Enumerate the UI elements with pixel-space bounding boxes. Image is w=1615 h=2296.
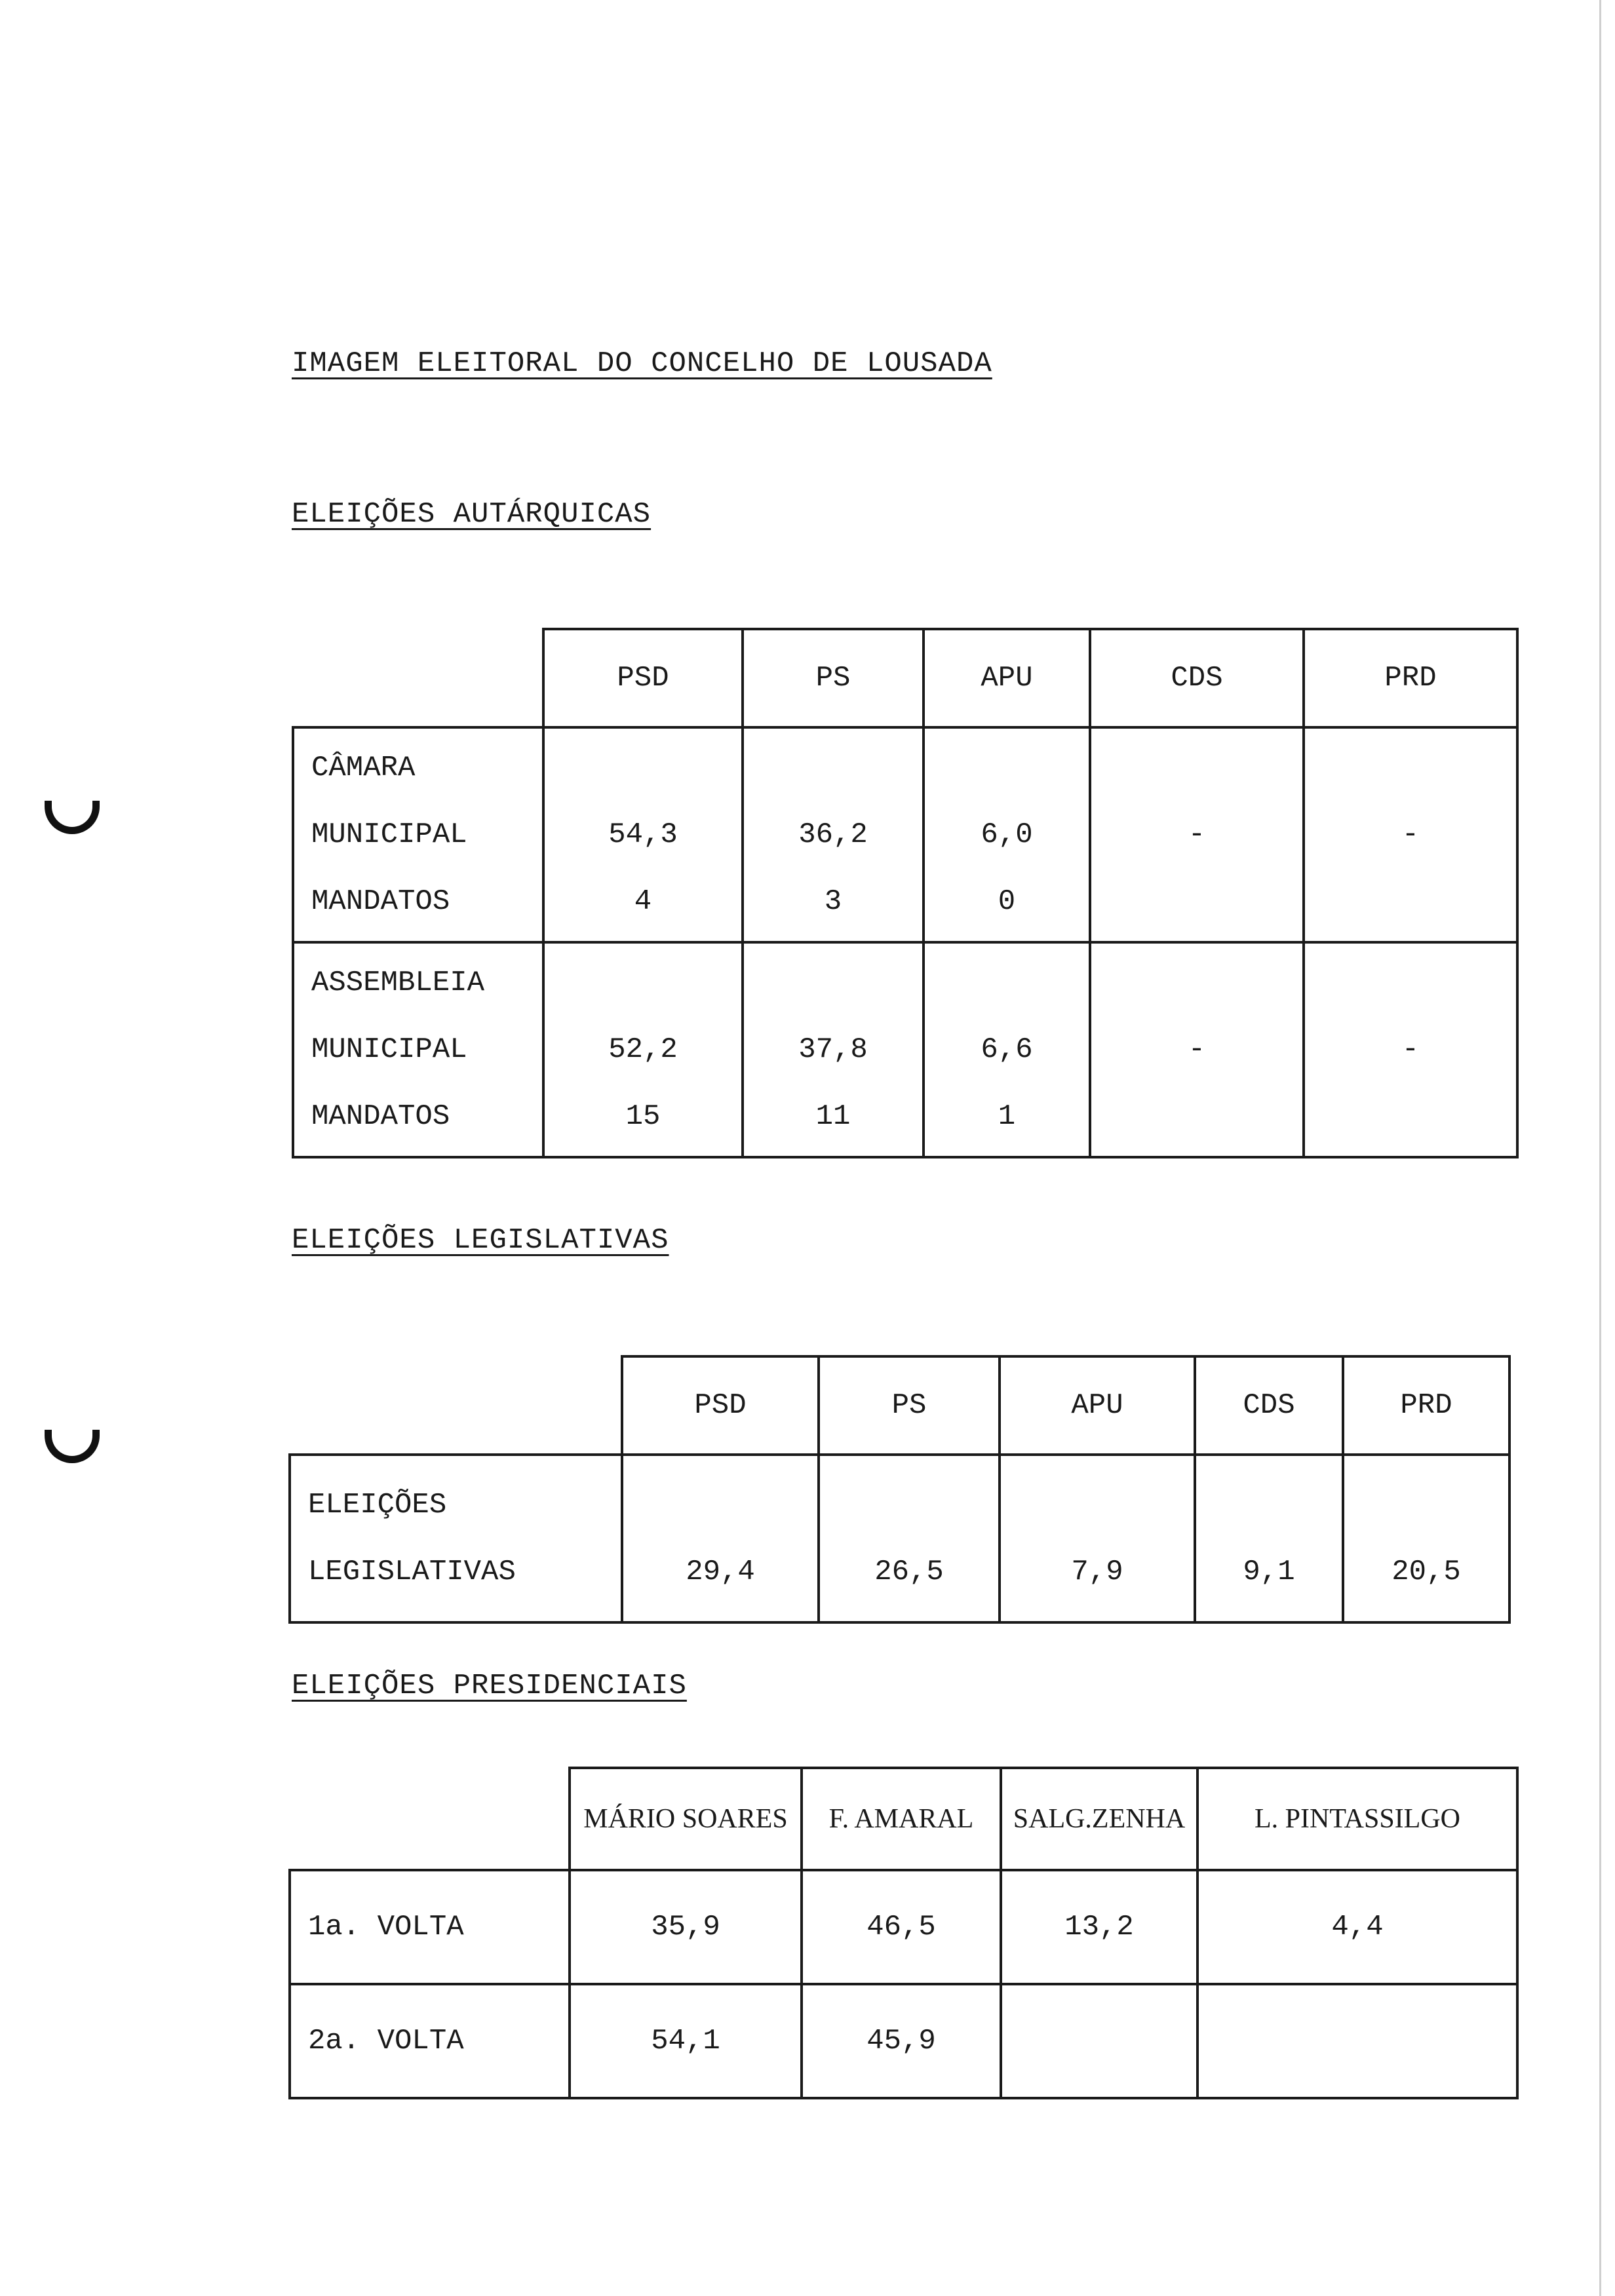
- table-cell: 6,6 1: [924, 942, 1090, 1157]
- table-row: [290, 1984, 1517, 2098]
- row-label: ELEIÇÕES LEGISLATIVAS: [290, 1455, 622, 1622]
- column-header: PRD: [1343, 1356, 1509, 1455]
- column-header: PS: [743, 629, 924, 727]
- column-header: MÁRIO SOARES: [570, 1768, 802, 1870]
- column-header: L. PINTASSILGO: [1197, 1768, 1517, 1870]
- table-cell: 9,1: [1195, 1455, 1343, 1622]
- row-label: 2a. VOLTA: [290, 1984, 570, 2098]
- table-cell: -: [1090, 942, 1304, 1157]
- table-corner: [290, 1356, 622, 1455]
- table-cell: 37,8 11: [743, 942, 924, 1157]
- table-cell: -: [1304, 942, 1517, 1157]
- column-header: F. AMARAL: [802, 1768, 1001, 1870]
- row-label: 1a. VOLTA: [290, 1870, 570, 1984]
- autarquicas-table: [292, 628, 1519, 1158]
- table-row: [290, 1870, 1517, 1984]
- table-cell: 35,9: [570, 1870, 802, 1984]
- legislativas-heading: ELEIÇÕES LEGISLATIVAS: [292, 1224, 669, 1257]
- row-label: CÂMARA MUNICIPAL MANDATOS: [293, 727, 543, 942]
- table-row: [290, 1455, 1509, 1622]
- table-cell: 54,1: [570, 1984, 802, 2098]
- table-cell: -: [1090, 727, 1304, 942]
- table-cell: 52,2 15: [543, 942, 743, 1157]
- table-cell: 54,3 4: [543, 727, 743, 942]
- table-cell: [1001, 1984, 1197, 2098]
- legislativas-table: [288, 1355, 1511, 1624]
- column-header: PSD: [622, 1356, 819, 1455]
- table-cell: 46,5: [802, 1870, 1001, 1984]
- table-corner: [293, 629, 543, 727]
- presidenciais-table: [288, 1767, 1519, 2099]
- presidenciais-heading: ELEIÇÕES PRESIDENCIAIS: [292, 1670, 687, 1702]
- column-header: SALG.ZENHA: [1001, 1768, 1197, 1870]
- column-header: PSD: [543, 629, 743, 727]
- column-header: APU: [924, 629, 1090, 727]
- binder-hole-mark: [45, 1430, 100, 1463]
- table-cell: 45,9: [802, 1984, 1001, 2098]
- binder-hole-mark: [45, 801, 100, 834]
- table-corner: [290, 1768, 570, 1870]
- table-cell: 20,5: [1343, 1455, 1509, 1622]
- table-cell: 4,4: [1197, 1870, 1517, 1984]
- table-cell: -: [1304, 727, 1517, 942]
- column-header: PS: [819, 1356, 1000, 1455]
- column-header: CDS: [1195, 1356, 1343, 1455]
- table-cell: 13,2: [1001, 1870, 1197, 1984]
- column-header: PRD: [1304, 629, 1517, 727]
- table-cell: 36,2 3: [743, 727, 924, 942]
- table-cell: 26,5: [819, 1455, 1000, 1622]
- page-title: IMAGEM ELEITORAL DO CONCELHO DE LOUSADA: [292, 347, 992, 380]
- table-row: [293, 942, 1517, 1157]
- table-cell: 6,0 0: [924, 727, 1090, 942]
- page-edge-line: [1599, 0, 1601, 2296]
- table-row: [293, 727, 1517, 942]
- row-label: ASSEMBLEIA MUNICIPAL MANDATOS: [293, 942, 543, 1157]
- column-header: CDS: [1090, 629, 1304, 727]
- table-cell: 7,9: [1000, 1455, 1195, 1622]
- autarquicas-heading: ELEIÇÕES AUTÁRQUICAS: [292, 498, 652, 531]
- table-cell: [1197, 1984, 1517, 2098]
- column-header: APU: [1000, 1356, 1195, 1455]
- table-cell: 29,4: [622, 1455, 819, 1622]
